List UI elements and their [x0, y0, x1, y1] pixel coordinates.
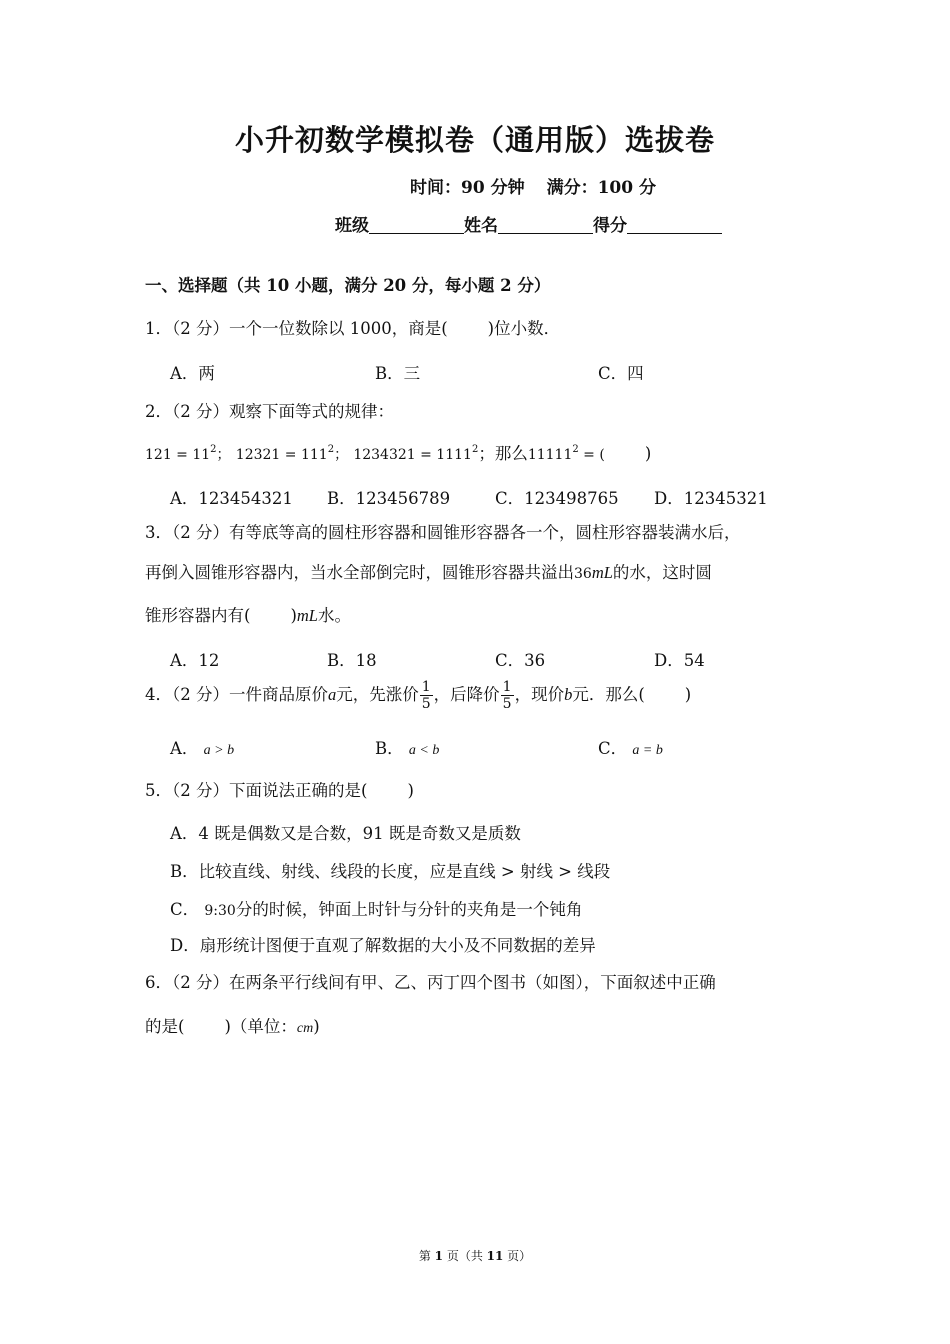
name-blank [498, 215, 593, 234]
q4-option-b-label: B． [375, 739, 404, 758]
q1-option-a: A．两 [170, 364, 215, 383]
q2-option-c: C．123498765 [495, 489, 619, 508]
footer-post: 页） [503, 1249, 532, 1263]
q2-eq2-exp: 2 [327, 444, 335, 455]
q5-option-c-time: 9:30 [204, 903, 236, 919]
q3-option-b: B．18 [327, 651, 377, 670]
q4-pre: 4．（2 分）一件商品原价 [145, 685, 328, 704]
q2-equations [145, 440, 651, 464]
footer-pre: 第 [418, 1249, 435, 1263]
question-2: 2．（2 分）观察下面等式的规律： [145, 402, 394, 421]
q4-option-c [598, 735, 663, 759]
q6-unit-post: ) [313, 1017, 320, 1036]
q2-eq3: 1234321 = 1111 [353, 447, 472, 463]
q4-frac1-den: 5 [421, 696, 431, 712]
q6-close: ) [224, 1017, 231, 1036]
time-label: 时间：90 分钟 [410, 178, 525, 198]
q3-line3-post: 水。 [317, 606, 351, 625]
question-3-line-3 [145, 602, 351, 626]
q4-fraction-1 [420, 679, 433, 712]
q3-overflow-unit: mL [591, 563, 613, 582]
q3-option-c: C．36 [495, 651, 546, 670]
q4-post: 元．那么 [572, 685, 639, 704]
q4-option-a [170, 735, 234, 759]
q2-eq1: 121 = 11 [145, 447, 211, 463]
q4-option-a-label: A． [170, 739, 199, 758]
q1-option-c: C．四 [598, 364, 644, 383]
q3-overflow-value: 36 [574, 566, 592, 582]
question-1: 1．（2 分）一个一位数除以 1000，商是( )位小数． [145, 319, 561, 338]
q1-stem-end: 位小数． [494, 319, 561, 338]
question-4 [145, 679, 691, 712]
footer-mid: 页（共 [443, 1249, 487, 1263]
question-6-line-2 [145, 1013, 320, 1037]
mark-label: 得分 [593, 216, 627, 236]
q5-option-c-text: 分的时候，钟面上时针与分针的夹角是一个钝角 [235, 900, 583, 919]
mark-blank [627, 215, 722, 234]
q2-eq2: 12321 = 111 [235, 447, 328, 463]
question-3-line-2 [145, 559, 712, 583]
q3-option-d: D．54 [654, 651, 705, 670]
q1-option-b: B．三 [375, 364, 421, 383]
q3-line2-post: 的水，这时圆 [612, 563, 712, 582]
q4-frac2-den: 5 [502, 696, 512, 712]
q5-option-b: B．比较直线、射线、线段的长度，应是直线 > 射线 > 线段 [170, 862, 611, 881]
q6-open: ( [178, 1017, 185, 1036]
q2-eq4-eq: = ( [578, 447, 605, 463]
q2-option-d: D．12345321 [654, 489, 768, 508]
footer-total-pages: 11 [486, 1249, 504, 1263]
q2-option-b: B．123456789 [327, 489, 451, 508]
q4-frac1-num: 1 [421, 679, 431, 695]
page-title: 小升初数学模拟卷（通用版）选拔卷 [234, 123, 715, 157]
q4-close: ) [684, 685, 692, 704]
score-label: 满分：100 分 [546, 178, 656, 198]
q3-line3-pre: 锥形容器内有 [145, 606, 244, 625]
student-info-line [335, 211, 722, 236]
q2-sep1: ； [216, 447, 231, 463]
q2-sep2: ； [334, 447, 349, 463]
q4-option-c-label: C． [598, 739, 628, 758]
q2-eq4-exp: 2 [572, 444, 579, 455]
q4-open: ( [638, 685, 645, 704]
q2-eq1-exp: 2 [210, 444, 217, 455]
q3-open: ( [244, 606, 251, 625]
q2-eq4: 11111 [527, 447, 573, 463]
q3-option-a: A．12 [170, 651, 220, 670]
q5-option-a: A．4 既是偶数又是合数，91 既是奇数又是质数 [170, 824, 521, 843]
q5-option-d: D．扇形统计图便于直观了解数据的大小及不同数据的差异 [170, 936, 596, 955]
q4-option-b-expr: a < b [408, 743, 440, 758]
q2-eq3-exp: 2 [471, 444, 479, 455]
footer-page-number: 1 [434, 1249, 443, 1263]
q4-option-c-expr: a = b [632, 743, 663, 758]
page-footer [0, 1247, 950, 1264]
q2-close: ) [644, 444, 652, 463]
q1-stem: 1．（2 分）一个一位数除以 1000，商是 [145, 319, 442, 338]
q5-pre: 5．（2 分）下面说法正确的是 [145, 781, 361, 800]
class-label: 班级 [335, 216, 369, 236]
q4-mid3: ，现价 [514, 685, 565, 704]
q6-unit: cm [296, 1021, 314, 1036]
question-3-line-1: 3．（2 分）有等底等高的圆柱形容器和圆锥形容器各一个，圆柱形容器装满水后， [145, 523, 741, 542]
q6-line2-pre: 的是 [145, 1017, 178, 1036]
q5-option-c-label: C． [170, 900, 200, 919]
name-label: 姓名 [464, 216, 498, 236]
q4-frac2-num: 1 [502, 679, 512, 695]
q6-unit-pre: （单位： [230, 1017, 297, 1036]
q3-close: ) [290, 606, 297, 625]
q4-fraction-2 [501, 679, 514, 712]
q2-option-a: A．123454321 [170, 489, 293, 508]
q2-then: ；那么 [478, 444, 528, 463]
q4-option-a-expr: a > b [203, 743, 235, 758]
exam-meta [410, 173, 656, 198]
q5-option-c [170, 896, 582, 920]
q3-unit: mL [296, 606, 318, 625]
q5-close: ) [407, 781, 414, 800]
question-6-line-1: 6．（2 分）在两条平行线间有甲、乙、丙丁四个图书（如图），下面叙述中正确 [145, 973, 716, 992]
q4-var-b: b [564, 685, 573, 704]
q4-mid1: 元，先涨价 [336, 685, 419, 704]
q4-var-a: a [328, 685, 337, 704]
q4-option-b [375, 735, 439, 759]
q4-mid2: ，后降价 [433, 685, 500, 704]
q3-line2-pre: 再倒入圆锥形容器内，当水全部倒完时，圆锥形容器共溢出 [145, 563, 574, 582]
question-5 [145, 777, 414, 801]
section-title: 一、选择题（共 10 小题，满分 20 分，每小题 2 分） [145, 276, 551, 295]
q5-open: ( [361, 781, 368, 800]
class-blank [369, 215, 464, 234]
